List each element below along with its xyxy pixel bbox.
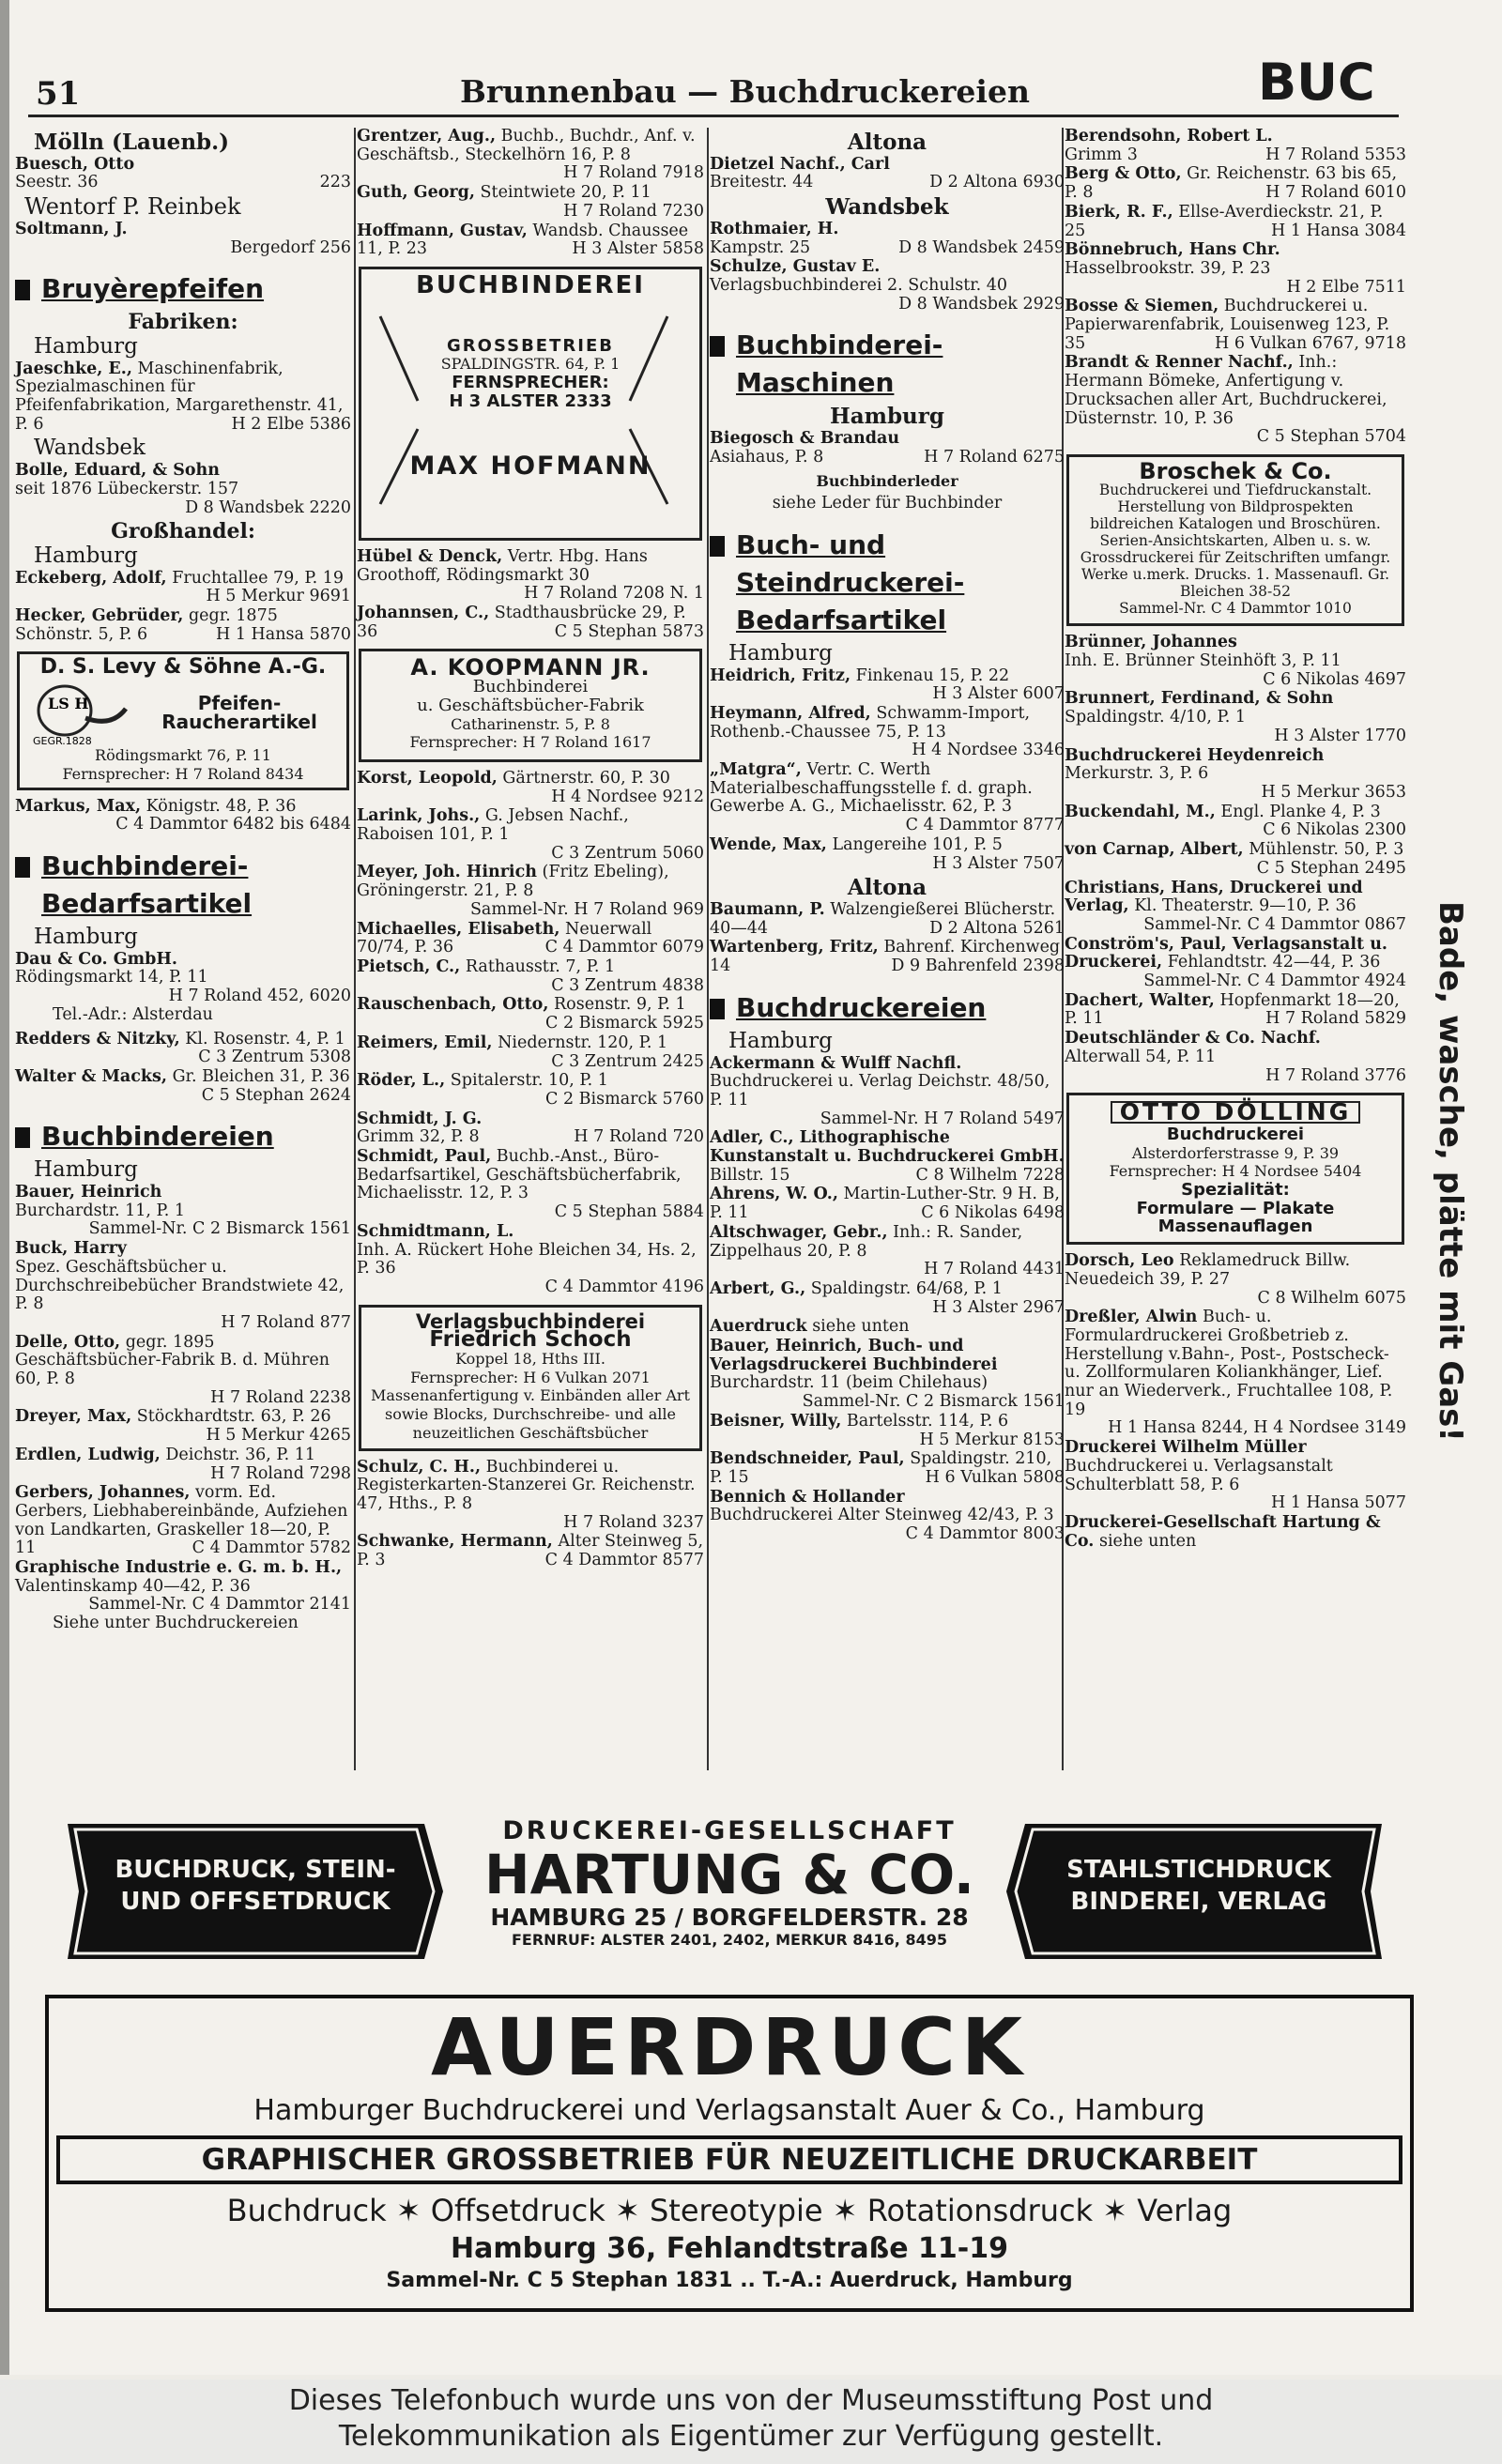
listing-entry: Korst, Leopold, Gärtnerstr. 60, P. 30 H 4 Nordsee 9212	[357, 768, 704, 806]
hartung-phone: FERNRUF: ALSTER 2401, 2402, MERKUR 8416, 8495	[512, 1931, 947, 1949]
ad-title: OTTO DÖLLING	[1111, 1101, 1361, 1124]
city-heading: Hamburg	[34, 1157, 138, 1183]
entry-phone: 223	[319, 173, 351, 192]
entry-phone: Bergedorf 256	[230, 237, 351, 257]
listing-entry: Erdlen, Ludwig, Deichstr. 36, P. 11 H 7 Roland 7298	[15, 1445, 351, 1483]
ad-title: BUCHBINDEREI	[416, 270, 645, 299]
listing-entry: Hoffmann, Gustav, Wandsb. Chaussee 11, P. 23 H 3 Alster 5858	[357, 221, 704, 259]
listing-entry: Bosse & Siemen, Buchdruckerei u. Papierwarenfabrik, Louisenweg 123, P. 35 H 6 Vulkan 6767, 9718	[1065, 297, 1406, 353]
city-heading: Hamburg	[830, 404, 944, 430]
advertisement-schoch: Verlagsbuchbinderei Friedrich Schoch Koppel 18, Hths III. Fernsprecher: H 6 Vulkan 2071 Massenanfertigung v. Einbänden aller Art sowie Blocks, Durchschreibe- und alle neuzeitlichen Geschäftsbücher	[359, 1305, 702, 1451]
column-rule	[354, 128, 356, 1770]
section-heading: Buchbinderei-Bedarfsartikel	[15, 848, 351, 923]
listing-entry: Schwanke, Hermann, Alter Steinweg 5, P. 3 C 4 Dammtor 8577	[357, 1532, 704, 1570]
listing-entry: Bauer, Heinrich Burchardstr. 11, P. 1 Sammel-Nr. C 2 Bismarck 1561	[15, 1183, 351, 1239]
listing-entry: Heidrich, Fritz, Finkenau 15, P. 22 H 3 Alster 6007	[710, 666, 1065, 704]
listing-entry: Dau & Co. GmbH. Rödingsmarkt 14, P. 11 H 7 Roland 452, 6020 Tel.-Adr.: Alsterdau	[15, 949, 351, 1024]
city-heading: Hamburg	[34, 333, 138, 359]
listing-entry: Rauschenbach, Otto, Rosenstr. 9, P. 1 C 2 Bismarck 5925	[357, 995, 704, 1033]
auerdruck-subtitle: Hamburger Buchdruckerei und Verlagsanstalt Auer & Co., Hamburg	[253, 2094, 1205, 2127]
listing-entry: Baumann, P. Walzengießerei Blücherstr. 40—44 D 2 Altona 5261	[710, 899, 1065, 938]
footer-notice	[0, 2380, 1502, 2464]
listing-entry: Brünner, Johannes Inh. E. Brünner Steinhöft 3, P. 11 C 6 Nikolas 4697	[1065, 633, 1406, 689]
city-heading: Wandsbek	[825, 194, 949, 221]
listing-entry: Schmidt, J. G. Grimm 32, P. 8 H 7 Roland 720	[357, 1109, 704, 1147]
listing-entry: Dreßler, Alwin Buch- u. Formulardruckerei Großbetrieb z. Herstellung v.Bahn-, Post-, Postscheck- u. Zollformularen Koliankhänger, Lief. nur an Wiederverk., Fruchtallee 108, P. 19 H 1 Hansa 8244, H 4 Nordsee 3149	[1065, 1308, 1406, 1438]
listing-entry: Dreyer, Max, Stöckhardtstr. 63, P. 26 H 5 Merkur 4265	[15, 1407, 351, 1446]
column-4	[1065, 128, 1406, 1552]
hartung-address: HAMBURG 25 / BORGFELDERSTR. 28	[490, 1904, 969, 1931]
listing-entry: Dachert, Walter, Hopfenmarkt 18—20, P. 11 H 7 Roland 5829	[1065, 990, 1406, 1029]
hartung-top-line: DRUCKEREI-GESELLSCHAFT	[502, 1816, 957, 1845]
hartung-left-line: BUCHDRUCK, STEIN-	[115, 1856, 396, 1884]
city-heading: Hamburg	[728, 640, 833, 666]
ad-title: Verlagsbuchbinderei	[415, 1309, 646, 1333]
listing-entry: Schmidt, Paul, Buchb.-Anst., Büro-Bedarfsartikel, Geschäftsbücherfabrik, Michaelisstr. 12, P. 3 C 5 Stephan 5884	[357, 1147, 704, 1222]
listing-entry: Wartenberg, Fritz, Bahrenf. Kirchenweg 14 D 9 Bahrenfeld 2398	[710, 938, 1065, 976]
auerdruck-phone: Sammel-Nr. C 5 Stephan 1831 .. T.-A.: Auerdruck, Hamburg	[386, 2269, 1073, 2292]
listing-entry: Delle, Otto, gegr. 1895 Geschäftsbücher-Fabrik B. d. Mühren 60, P. 8 H 7 Roland 2238	[15, 1332, 351, 1407]
pipe-logo-icon	[27, 681, 130, 746]
listing-entry: Hübel & Denck, Vertr. Hbg. Hans Groothoff, Rödingsmarkt 30 H 7 Roland 7208 N. 1	[357, 546, 704, 604]
listing-entry: Dorsch, Leo Reklamedruck Billw. Neuedeich 39, P. 27 C 8 Wilhelm 6075	[1065, 1251, 1406, 1308]
listing-entry: Brandt & Renner Nachf., Inh.: Hermann Bömeke, Anfertigung v. Drucksachen aller Art, Buchdruckerei, Düsternstr. 10, P. 36 C 5 Stephan 5704	[1065, 353, 1406, 447]
entry-name: Buesch, Otto	[15, 154, 135, 174]
hartung-right-line: STAHLSTICHDRUCK	[1066, 1856, 1331, 1884]
listing-entry: Pietsch, C., Rathausstr. 7, P. 1 C 3 Zentrum 4838	[357, 957, 704, 995]
listing-entry: Rothmaier, H. Kampstr. 25 D 8 Wandsbek 2459	[710, 219, 1065, 257]
listing-entry: Heymann, Alfred, Schwamm-Import, Rothenb.-Chaussee 75, P. 13 H 4 Nordsee 3346	[710, 703, 1065, 760]
listing-entry: Reimers, Emil, Niedernstr. 120, P. 1 C 3 Zentrum 2425	[357, 1033, 704, 1071]
listing-entry: Bolle, Eduard, & Sohn seit 1876 Lübeckerstr. 157 D 8 Wandsbek 2220	[15, 461, 351, 517]
ad-title: A. KOOPMANN JR.	[410, 654, 651, 681]
listing-entry: von Carnap, Albert, Mühlenstr. 50, P. 3 C 5 Stephan 2495	[1065, 840, 1406, 878]
footer-line: Telekommunikation als Eigentümer zur Verfügung gestellt.	[338, 2420, 1164, 2453]
header-rule	[28, 115, 1399, 117]
listing-entry: Bauer, Heinrich, Buch- und Verlagsdruckerei Buchbinderei Burchardstr. 11 (beim Chilehaus) Sammel-Nr. C 2 Bismarck 1561	[710, 1337, 1065, 1412]
subheading: Fabriken:	[128, 310, 238, 335]
listing-entry: Schulz, C. H., Buchbinderei u. Registerkarten-Stanzerei Gr. Reichenstr. 47, Hths., P. 8 H 7 Roland 3237	[357, 1457, 704, 1532]
listing-entry: Beisner, Willy, Bartelsstr. 114, P. 6 H 5 Merkur 8153	[710, 1411, 1065, 1449]
listing-entry: Redders & Nitzky, Kl. Rosenstr. 4, P. 1 C 3 Zentrum 5308	[15, 1029, 351, 1067]
auerdruck-address: Hamburg 36, Fehlandtstraße 11-19	[451, 2232, 1008, 2265]
listing-entry: Buckendahl, M., Engl. Planke 4, P. 3 C 6 Nikolas 2300	[1065, 802, 1406, 840]
hartung-right-line: BINDEREI, VERLAG	[1070, 1888, 1327, 1916]
place-heading: Wentorf P. Reinbek	[24, 193, 241, 221]
ad-title: Broschek & Co.	[1139, 457, 1332, 484]
column-rule	[707, 128, 709, 1770]
city-heading: Wandsbek	[34, 436, 146, 461]
listing-entry: Johannsen, C., Stadthausbrücke 29, P. 36 C 5 Stephan 5873	[357, 604, 704, 641]
listing-entry: Bennich & Hollander Buchdruckerei Alter Steinweg 42/43, P. 3 C 4 Dammtor 8003	[710, 1487, 1065, 1544]
cross-reference: siehe Leder für Buchbinder	[772, 494, 1003, 513]
index-letters: BUC	[1258, 53, 1375, 112]
listing-entry: Röder, L., Spitalerstr. 10, P. 1 C 2 Bismarck 5760	[357, 1071, 704, 1109]
listing-entry: Walter & Macks, Gr. Bleichen 31, P. 36 C 5 Stephan 2624	[15, 1066, 351, 1105]
listing-entry: Buchdruckerei Heydenreich Merkurstr. 3, P. 6 H 5 Merkur 3653	[1065, 745, 1406, 802]
section-heading: Bruyèrepfeifen	[15, 270, 351, 308]
section-heading: Buchdruckereien	[710, 989, 1065, 1027]
entry-name: Soltmann, J.	[15, 219, 128, 238]
listing-entry	[15, 221, 351, 257]
city-heading: Hamburg	[34, 543, 138, 568]
listing-entry: Schulze, Gustav E. Verlagsbuchbinderei 2. Schulstr. 40 D 8 Wandsbek 2929	[710, 257, 1065, 314]
city-heading: Hamburg	[728, 1028, 833, 1053]
listing-entry: Druckerei Wilhelm Müller Buchdruckerei u. Verlagsanstalt Schulterblatt 58, P. 6 H 1 Hansa 5077	[1065, 1438, 1406, 1513]
listing-entry: Hecker, Gebrüder, gegr. 1875 Schönstr. 5, P. 6 H 1 Hansa 5870	[15, 606, 351, 644]
listing-entry: Eckeberg, Adolf, Fruchtallee 79, P. 19 H 5 Merkur 9691	[15, 568, 351, 606]
listing-entry: Grentzer, Aug., Buchb., Buchdr., Anf. v. Geschäftsb., Steckelhörn 16, P. 8 H 7 Roland 7918	[357, 127, 704, 183]
advertisement-levy: D. S. Levy & Söhne A.-G. LS H GEGR.1828 Pfeifen- Raucherartikel Rödingsmarkt 76, P. 11 Fernsprecher: H 7 Roland 8434	[17, 651, 349, 789]
listing-entry: Brunnert, Ferdinand, & Sohn Spaldingstr. 4/10, P. 1 H 3 Alster 1770	[1065, 689, 1406, 745]
advertisement-auerdruck	[45, 1995, 1414, 2312]
listing-entry: Altschwager, Gebr., Inh.: R. Sander, Zippelhaus 20, P. 8 H 7 Roland 4431	[710, 1222, 1065, 1279]
hartung-name: HARTUNG & CO.	[484, 1843, 974, 1906]
ad-title: D. S. Levy & Söhne A.-G.	[39, 655, 327, 680]
advertisement-koopmann: A. KOOPMANN JR. Buchbinderei u. Geschäftsbücher-Fabrik Catharinenstr. 5, P. 8 Fernsprecher: H 7 Roland 1617	[359, 649, 702, 762]
hartung-left-line: UND OFFSETDRUCK	[120, 1888, 391, 1916]
auerdruck-band: GRAPHISCHER GROSSBETRIEB FÜR NEUZEITLICHE DRUCKARBEIT	[56, 2135, 1402, 2184]
vertical-side-print: Bade, wasche, plätte mit Gas!	[1432, 901, 1469, 1442]
listing-entry: Jaeschke, E., Maschinenfabrik, Spezialmaschinen für Pfeifenfabrikation, Margarethenstr. 41, P. 6 H 2 Elbe 5386	[15, 359, 351, 434]
place-heading: Mölln (Lauenb.)	[34, 130, 230, 155]
listing-entry: „Matgra“, Vertr. C. Werth Materialbeschaffungsstelle f. d. graph. Gewerbe A. G., Michaelisstr. 62, P. 3 C 4 Dammtor 8777	[710, 760, 1065, 835]
listing-entry: Christians, Hans, Druckerei und Verlag, Kl. Theaterstr. 9—10, P. 36 Sammel-Nr. C 4 Dammtor 0867	[1065, 878, 1406, 934]
column-1	[15, 128, 351, 1634]
listing-entry: Meyer, Joh. Hinrich (Fritz Ebeling), Gröningerstr. 21, P. 8 Sammel-Nr. H 7 Roland 969	[357, 863, 704, 919]
column-3	[710, 128, 1065, 1545]
advertisement-hofmann: BUCHBINDEREI GROSSBETRIEB SPALDINGSTR. 64, P. 1 FERNSPRECHER: H 3 ALSTER 2333 MAX HOFMANN	[359, 267, 702, 541]
advertisement-hartung	[68, 1816, 1382, 1967]
listing-entry: Biegosch & Brandau Asiahaus, P. 8 H 7 Roland 6275	[710, 429, 1065, 467]
page-number: 51	[36, 75, 81, 113]
listing-entry: Bierk, R. F., Ellse-Averdieckstr. 21, P. 25 H 1 Hansa 3084	[1065, 202, 1406, 240]
listing-entry: Conström's, Paul, Verlagsanstalt u. Druckerei, Fehlandtstr. 42—44, P. 36 Sammel-Nr. C 4 Dammtor 4924	[1065, 934, 1406, 991]
listing-entry: Bendschneider, Paul, Spaldingstr. 210, P. 15 H 6 Vulkan 5808	[710, 1449, 1065, 1487]
city-heading: Altona	[847, 875, 927, 901]
listing-entry: Arbert, G., Spaldingstr. 64/68, P. 1 H 3 Alster 2967	[710, 1278, 1065, 1317]
listing-entry	[15, 156, 351, 192]
listing-entry: Adler, C., Lithographische Kunstanstalt u. Buchdruckerei GmbH. Billstr. 15 C 8 Wilhelm 7228	[710, 1128, 1065, 1185]
page-title: Brunnenbau — Buchdruckereien	[460, 73, 1030, 110]
footer-line: Dieses Telefonbuch wurde uns von der Museumsstiftung Post und	[288, 2384, 1214, 2417]
listing-entry: Wende, Max, Langereihe 101, P. 5 H 3 Alster 7507	[710, 834, 1065, 873]
listing-entry: Graphische Industrie e. G. m. b. H., Valentinskamp 40—42, P. 36 Sammel-Nr. C 4 Dammtor 2141 Siehe unter Buchdruckereien	[15, 1558, 351, 1633]
listing-entry: Gerbers, Johannes, vorm. Ed. Gerbers, Liebhabereinbände, Aufziehen von Landkarten, Graskeller 18—20, P. 11 C 4 Dammtor 5782	[15, 1483, 351, 1558]
listing-entry: Michaelles, Elisabeth, Neuerwall 70/74, P. 36 C 4 Dammtor 6079	[357, 919, 704, 957]
listing-entry: Ackermann & Wulff Nachfl. Buchdruckerei u. Verlag Deichstr. 48/50, P. 11 Sammel-Nr. H 7 Roland 5497	[710, 1053, 1065, 1128]
listing-entry: Ahrens, W. O., Martin-Luther-Str. 9 H. B, P. 11 C 6 Nikolas 6498	[710, 1185, 1065, 1223]
svg-text:GEGR.1828: GEGR.1828	[33, 735, 92, 747]
section-heading: Buchbinderei-Maschinen	[710, 327, 1065, 402]
city-heading: Hamburg	[34, 924, 138, 949]
listing-entry: Bönnebruch, Hans Chr. Hasselbrookstr. 39, P. 23 H 2 Elbe 7511	[1065, 240, 1406, 297]
auerdruck-services: Buchdruck ✶ Offsetdruck ✶ Stereotypie ✶ Rotationsdruck ✶ Verlag	[226, 2193, 1233, 2228]
city-heading: Altona	[847, 130, 927, 155]
subheading: Großhandel:	[111, 519, 255, 544]
listing-entry: Markus, Max, Königstr. 48, P. 36 C 4 Dammtor 6482 bis 6484	[15, 796, 351, 834]
section-heading: Buchbindereien	[15, 1118, 351, 1155]
advertisement-broschek: Broschek & Co. Buchdruckerei und Tiefdruckanstalt. Herstellung von Bildprospekten bildreichen Katalogen und Broschüren. Serien-Ansichtskarten, Alben u. s. w. Grossdruckerei für Zeitschriften umfangr. Werke u.merk. Drucks. 1. Massenaufl. Gr. Bleichen 38-52 Sammel-Nr. C 4 Dammtor 1010	[1066, 454, 1404, 626]
auerdruck-name: AUERDRUCK	[430, 2001, 1029, 2093]
listing-entry: Dietzel Nachf., Carl Breitestr. 44 D 2 Altona 6930	[710, 154, 1065, 192]
listing-entry: Druckerei-Gesellschaft Hartung & Co. siehe unten	[1065, 1513, 1381, 1551]
column-2	[357, 128, 704, 1571]
listing-entry: Guth, Georg, Steintwiete 20, P. 11 H 7 Roland 7230	[357, 183, 704, 221]
listing-entry: Deutschländer & Co. Nachf. Alterwall 54, P. 11 H 7 Roland 3776	[1065, 1029, 1406, 1085]
section-heading: Buch- und Steindruckerei-Bedarfsartikel	[710, 527, 1065, 639]
svg-text:LS H: LS H	[48, 695, 89, 713]
entry-info: Seestr. 36	[15, 173, 99, 192]
listing-entry: Berg & Otto, Gr. Reichenstr. 63 bis 65, P. 8 H 7 Roland 6010	[1065, 164, 1406, 203]
listing-entry: Auerdruck siehe unten	[710, 1317, 910, 1337]
advertisement-doelling: OTTO DÖLLING Buchdruckerei Alsterdorferstrasse 9, P. 39 Fernsprecher: H 4 Nordsee 5404 Spezialität: Formulare — Plakate Massenauflagen	[1066, 1093, 1404, 1245]
listing-entry: Schmidtmann, L. Inh. A. Rückert Hohe Bleichen 34, Hs. 2, P. 36 C 4 Dammtor 4196	[357, 1221, 704, 1296]
subheading: Buchbinderleder	[816, 472, 958, 491]
listing-entry: Berendsohn, Robert L. Grimm 3 H 7 Roland 5353	[1065, 127, 1406, 164]
page-edge	[0, 0, 9, 2375]
listing-entry: Buck, Harry Spez. Geschäftsbücher u. Durchschreibebücher Brandstwiete 42, P. 8 H 7 Roland 877	[15, 1239, 351, 1332]
listing-entry: Larink, Johs., G. Jebsen Nachf., Raboisen 101, P. 1 C 3 Zentrum 5060	[357, 806, 704, 863]
